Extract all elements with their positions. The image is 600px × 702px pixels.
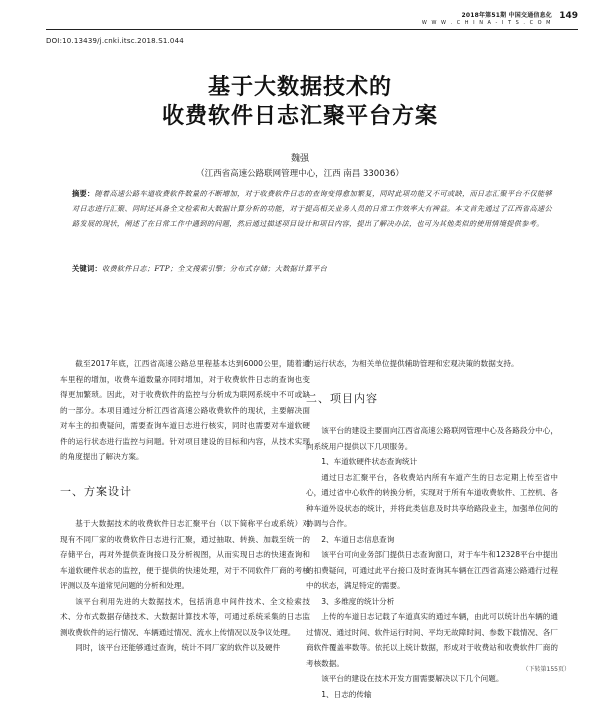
journal-name: 2018年第51期 中国交通信息化 — [422, 10, 552, 19]
subsection-heading: 3、多维度的统计分析 — [306, 594, 558, 610]
right-column — [306, 356, 558, 702]
abstract — [72, 186, 552, 232]
title-line-2: 收费软件日志汇聚平台方案 — [0, 99, 600, 130]
paragraph: 截至2017年底，江西省高速公路总里程基本达到6000公里，随着通车里程的增加，收费车道数量亦同时增加，对于收费软件日志的查询也变得更加繁琐。因此，对于收费软件的监控与分析成为联网系统中不可或缺的一部分。本项目通过分析江西省高速公路收费软件的现状，主要解决面对车主的扣费疑问，需要查询车道日志进行核实，同时也需要对车道软硬件的运行状态进行监控与问题。针对项目建设的目标和内容，从技术实现的角度提出了解决方案。 — [60, 356, 310, 465]
paragraph: 该平台的建设主要面向江西省高速公路联网管理中心及各路段分中心，向系统用户提供以下几项服务。 — [306, 423, 558, 454]
abstract-text: 随着高速公路车道收费软件数量的不断增加，对于收费软件日志的查询变得愈加繁复，同时此项功能又不可或缺，而日志汇聚平台不仅能够对日志进行汇聚、同时还具备全文检索和大数据计算分析的功能，对于提高相关业务人员的日常工作效率大有裨益。本文首先通过了江西省高速公路发展的现状，阐述了在日常工作中遇到的问题，然后通过描述项目设计和项目内容，提出了解决办法，也可为其他类似的使用情境提供参考。 — [72, 189, 552, 228]
paragraph: 该平台利用先进的大数据技术，包括消息中间件技术、全文检索技术、分布式数据存储技术、大数据计算技术等，可通过系统采集的日志监测收费软件的运行情况、车辆通过情况、流水上传情况以及争议处理。 — [60, 594, 310, 641]
section-heading: 二、项目内容 — [306, 391, 558, 407]
author: 魏强 — [0, 151, 600, 164]
paragraph: 该平台的建设在技术开发方面需要解决以下几个问题。 — [306, 671, 558, 687]
keywords-label: 关键词： — [72, 264, 102, 273]
keywords-text: 收费软件日志；FTP；全文搜索引擎；分布式存储；大数据计算平台 — [102, 264, 327, 273]
paragraph: 该平台可向业务部门提供日志查询窗口，对于车牛和12328平台中提出的扣费疑问，可通过此平台接口及时查询其车辆在江西省高速公路通行过程中的状态，满足特定的需要。 — [306, 547, 558, 594]
title-line-1: 基于大数据技术的 — [0, 70, 600, 101]
subsection-heading: 1、车道软硬件状态查询统计 — [306, 454, 558, 470]
paragraph: 通过日志汇聚平台，各收费站内所有车道产生的日志定期上传至省中心，通过省中心软件的转换分析，实现对于所有车道收费软件、工控机、各种车道外设状态的统计，并将此类信息及时共享给路段业主，加强单位间的协调与合作。 — [306, 470, 558, 532]
affiliation: （江西省高速公路联网管理中心，江西 南昌 330036） — [0, 167, 600, 179]
journal-url: W W W . C H I N A - I T S . C O M — [422, 20, 552, 26]
paragraph: 同时，该平台还能够通过查询，统计不同厂家的软件以及硬件 — [60, 640, 310, 656]
header-rule — [46, 29, 578, 30]
paragraph: 上传的车道日志记载了车道真实的通过车辆，由此可以统计出车辆的通过情况、通过时间、软件运行时间、平均无故障时间、参数下载情况、各厂商软件覆盖率数等。依托以上统计数据，形成对于收费站和收费软件厂商的考核数据。 — [306, 609, 558, 671]
page-number: 149 — [559, 11, 578, 21]
left-column — [60, 356, 310, 656]
subsection-heading: 1、日志的传输 — [306, 687, 558, 702]
keywords — [72, 264, 552, 274]
abstract-label: 摘要： — [72, 189, 95, 198]
continued-note: （下转第155页） — [523, 664, 570, 673]
doi: DOI:10.13439/j.cnki.itsc.2018.S1.044 — [46, 37, 184, 45]
section-heading: 一、方案设计 — [60, 484, 310, 500]
journal-header — [422, 10, 552, 26]
paragraph: 基于大数据技术的收费软件日志汇聚平台（以下简称平台或系统）对现有不同厂家的收费软件日志进行汇聚，通过抽取、转换、加载至统一的存储平台，再对外提供查询接口及分析视图，从而实现日志的快速查询和车道软硬件状态的监控，便于提供的快速处理，对于不同软件厂商的考核评测以及车道常见问题的分析和处理。 — [60, 516, 310, 594]
paragraph: 的运行状态，为相关单位提供辅助管理和宏观决策的数据支持。 — [306, 356, 558, 372]
subsection-heading: 2、车道日志信息查询 — [306, 532, 558, 548]
